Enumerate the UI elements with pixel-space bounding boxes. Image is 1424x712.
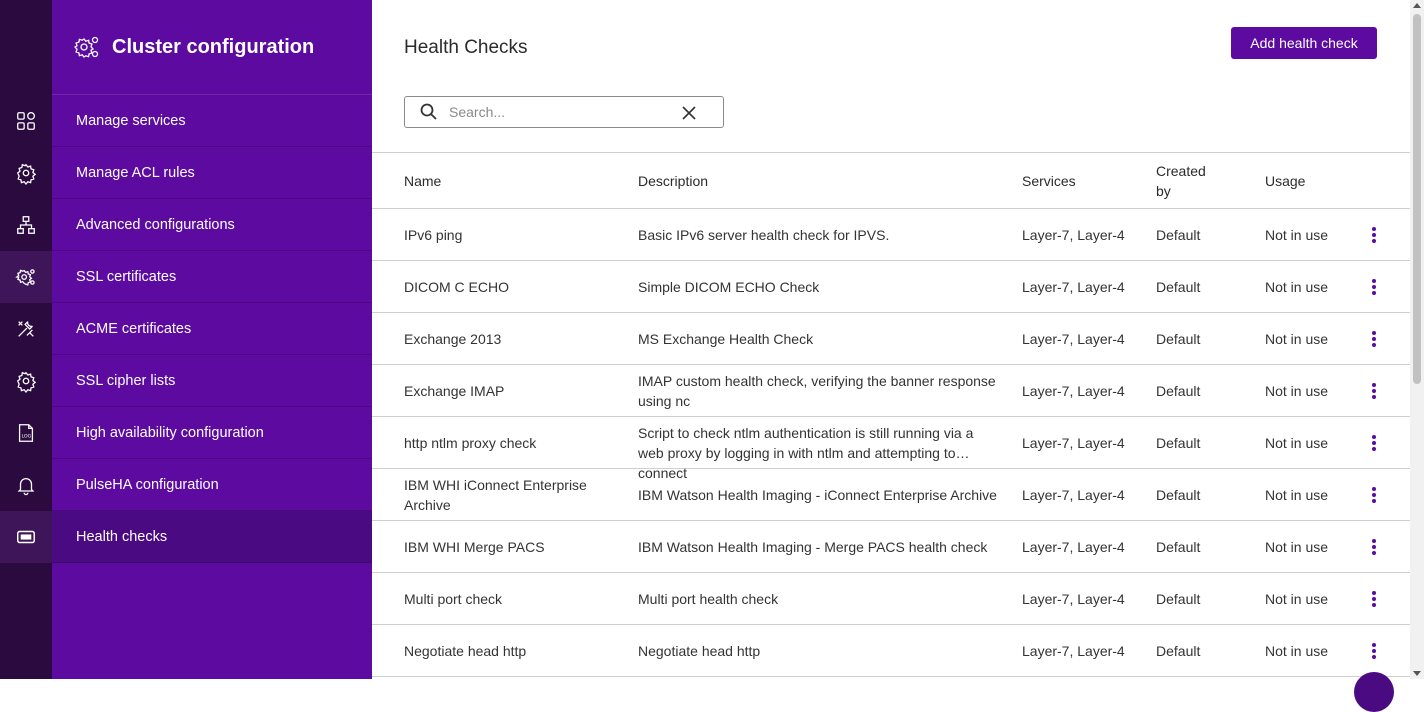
sidebar-header <box>52 0 372 95</box>
kebab-dot <box>1372 493 1376 497</box>
row-name <box>404 469 624 520</box>
row-created-by-text: Default <box>1156 226 1201 243</box>
row-description <box>638 313 1000 364</box>
add-health-check-button[interactable]: Add health check <box>1231 27 1377 59</box>
rail-ssl-certificates[interactable] <box>0 251 52 303</box>
kebab-dot <box>1372 655 1376 659</box>
health-checks-table <box>372 152 1410 677</box>
kebab-menu-icon <box>1372 331 1376 347</box>
row-menu-button[interactable] <box>1362 573 1386 624</box>
kebab-dot <box>1372 597 1376 601</box>
scroll-down-arrow[interactable] <box>1413 671 1421 676</box>
row-name-text: Exchange 2013 <box>404 330 502 347</box>
row-description <box>638 417 1000 481</box>
row-name-text: Exchange IMAP <box>404 382 505 399</box>
row-usage-text: Not in use <box>1265 538 1329 555</box>
row-created-by <box>1156 469 1246 520</box>
row-services-text: Layer-7, Layer-4 <box>1022 538 1125 555</box>
row-services-text: Layer-7, Layer-4 <box>1022 226 1125 243</box>
kebab-dot <box>1372 285 1376 289</box>
kebab-menu-icon <box>1372 227 1376 243</box>
sidebar <box>52 0 372 679</box>
row-menu-button[interactable] <box>1362 521 1386 572</box>
row-services-text: Layer-7, Layer-4 <box>1022 590 1125 607</box>
row-description-text: MS Exchange Health Check <box>638 330 814 347</box>
row-services <box>1022 469 1142 520</box>
table-row[interactable] <box>372 625 1410 677</box>
kebab-dot <box>1372 441 1376 445</box>
row-description-text: Simple DICOM ECHO Check <box>638 278 820 295</box>
sidebar-item-manage-acl-rules[interactable]: Manage ACL rules <box>52 147 372 199</box>
row-usage <box>1265 365 1355 416</box>
row-created-by <box>1156 313 1246 364</box>
row-description <box>638 521 1000 572</box>
row-services <box>1022 209 1142 260</box>
search-input[interactable] <box>449 104 669 120</box>
rail-advanced-configurations[interactable] <box>0 199 52 251</box>
row-name <box>404 521 624 572</box>
row-created-by-text: Default <box>1156 278 1201 295</box>
row-services <box>1022 625 1142 676</box>
row-created-by <box>1156 209 1246 260</box>
table-row[interactable] <box>372 469 1410 521</box>
row-description <box>638 261 1000 312</box>
row-name-text: IBM WHI Merge PACS <box>404 538 545 555</box>
row-description <box>638 469 1000 520</box>
row-name-text: http ntlm proxy check <box>404 434 537 451</box>
row-name-text: Negotiate head http <box>404 642 527 659</box>
header-usage[interactable]: Usage <box>1265 172 1306 189</box>
svg-text:LOG: LOG <box>21 434 32 440</box>
row-menu-button[interactable] <box>1362 365 1386 416</box>
scrollbar[interactable] <box>1410 0 1424 679</box>
row-menu-button[interactable] <box>1362 313 1386 364</box>
header-name[interactable]: Name <box>404 172 442 189</box>
row-name-text: IBM WHI iConnect Enterprise Archive <box>404 476 587 513</box>
sidebar-item-advanced-configurations[interactable]: Advanced configurations <box>52 199 372 251</box>
row-created-by-text: Default <box>1156 434 1201 451</box>
row-usage-text: Not in use <box>1265 642 1329 659</box>
sidebar-item-acme-certificates[interactable]: ACME certificates <box>52 303 372 355</box>
row-services-text: Layer-7, Layer-4 <box>1022 330 1125 347</box>
row-created-by-text: Default <box>1156 538 1201 555</box>
row-description-text: IMAP custom health check, verifying the banner response using nc <box>638 372 996 409</box>
kebab-dot <box>1372 395 1376 399</box>
row-menu-button[interactable] <box>1362 625 1386 676</box>
ssl-gear-icon <box>15 266 37 288</box>
row-name <box>404 625 624 676</box>
tools-icon <box>15 318 37 340</box>
table-row[interactable] <box>372 209 1410 261</box>
row-services-text: Layer-7, Layer-4 <box>1022 382 1125 399</box>
row-services <box>1022 573 1142 624</box>
kebab-dot <box>1372 227 1376 231</box>
row-created-by-text: Default <box>1156 382 1201 399</box>
kebab-dot <box>1372 239 1376 243</box>
row-name <box>404 573 624 624</box>
row-created-by <box>1156 573 1246 624</box>
kebab-menu-icon <box>1372 643 1376 659</box>
row-created-by <box>1156 261 1246 312</box>
row-description <box>638 209 1000 260</box>
search-icon <box>419 102 439 122</box>
row-usage <box>1265 313 1355 364</box>
row-name-text: DICOM C ECHO <box>404 278 509 295</box>
kebab-dot <box>1372 447 1376 451</box>
row-created-by <box>1156 365 1246 416</box>
table-row[interactable] <box>372 313 1410 365</box>
row-name-text: IPv6 ping <box>404 226 463 243</box>
rail-acl-rules[interactable] <box>0 147 52 199</box>
kebab-dot <box>1372 383 1376 387</box>
settings-icon <box>15 370 37 392</box>
row-menu-button[interactable] <box>1362 261 1386 312</box>
row-created-by <box>1156 521 1246 572</box>
rail-acme-certificates[interactable] <box>0 303 52 355</box>
row-usage <box>1265 625 1355 676</box>
row-name <box>404 417 624 468</box>
header-services[interactable]: Services <box>1022 172 1076 189</box>
kebab-dot <box>1372 291 1376 295</box>
row-services-text: Layer-7, Layer-4 <box>1022 642 1125 659</box>
sidebar-item-high-availability[interactable]: High availability configuration <box>52 407 372 459</box>
header-created-by[interactable]: Created by <box>1156 162 1206 199</box>
row-usage-text: Not in use <box>1265 486 1329 503</box>
table-row[interactable] <box>372 365 1410 417</box>
kebab-dot <box>1372 337 1376 341</box>
row-description-text: Negotiate head http <box>638 642 761 659</box>
row-description-text: Basic IPv6 server health check for IPVS. <box>638 226 890 243</box>
row-menu-button[interactable] <box>1362 469 1386 520</box>
row-usage <box>1265 521 1355 572</box>
kebab-menu-icon <box>1372 539 1376 555</box>
row-name <box>404 365 624 416</box>
row-description <box>638 365 1000 416</box>
row-menu-button[interactable] <box>1362 417 1386 468</box>
rail-health-checks[interactable] <box>0 511 52 563</box>
row-usage <box>1265 417 1355 468</box>
row-description-text: IBM Watson Health Imaging - iConnect Enterprise Archive <box>638 486 997 503</box>
acl-gear-icon <box>15 162 37 184</box>
rail-high-availability[interactable] <box>0 407 52 459</box>
kebab-dot <box>1372 649 1376 653</box>
row-usage-text: Not in use <box>1265 226 1329 243</box>
row-description <box>638 573 1000 624</box>
table-body <box>372 209 1410 677</box>
kebab-dot <box>1372 279 1376 283</box>
bell-icon <box>15 474 37 496</box>
row-services <box>1022 313 1142 364</box>
main-content <box>372 0 1410 679</box>
sidebar-item-health-checks[interactable]: Health checks <box>52 511 372 563</box>
table-header <box>372 153 1410 209</box>
row-usage-text: Not in use <box>1265 330 1329 347</box>
kebab-dot <box>1372 435 1376 439</box>
row-created-by <box>1156 417 1246 468</box>
search-box <box>404 96 724 128</box>
kebab-menu-icon <box>1372 487 1376 503</box>
row-usage-text: Not in use <box>1265 590 1329 607</box>
row-name-text: Multi port check <box>404 590 503 607</box>
kebab-dot <box>1372 545 1376 549</box>
table-row[interactable] <box>372 417 1410 481</box>
row-description <box>638 625 1000 676</box>
kebab-menu-icon <box>1372 591 1376 607</box>
kebab-dot <box>1372 499 1376 503</box>
header-description[interactable]: Description <box>638 172 709 189</box>
row-description-text: Script to check ntlm authentication is still running via a web proxy by logging in with ntlm and attempting to connect <box>638 424 974 481</box>
table-row[interactable] <box>372 261 1410 313</box>
kebab-dot <box>1372 551 1376 555</box>
sidebar-title: Cluster configuration <box>112 35 315 58</box>
row-created-by-text: Default <box>1156 330 1201 347</box>
row-created-by-text: Default <box>1156 590 1201 607</box>
row-created-by-text: Default <box>1156 642 1201 659</box>
row-usage-text: Not in use <box>1265 382 1329 399</box>
kebab-dot <box>1372 487 1376 491</box>
grid-icon <box>15 110 37 132</box>
kebab-menu-icon <box>1372 383 1376 399</box>
ticket-icon <box>15 526 37 548</box>
kebab-dot <box>1372 603 1376 607</box>
row-created-by-text: Default <box>1156 486 1201 503</box>
table-row[interactable] <box>372 521 1410 573</box>
network-icon <box>15 214 37 236</box>
row-name <box>404 313 624 364</box>
row-usage <box>1265 209 1355 260</box>
sidebar-item-manage-services[interactable]: Manage services <box>52 95 372 147</box>
row-services <box>1022 521 1142 572</box>
kebab-dot <box>1372 539 1376 543</box>
chat-fab[interactable] <box>1354 672 1394 712</box>
icon-rail <box>0 0 52 679</box>
sidebar-item-ssl-cipher-lists[interactable]: SSL cipher lists <box>52 355 372 407</box>
kebab-dot <box>1372 233 1376 237</box>
row-created-by <box>1156 625 1246 676</box>
row-usage <box>1265 261 1355 312</box>
sidebar-item-pulseha[interactable]: PulseHA configuration <box>52 459 372 511</box>
row-description-text: IBM Watson Health Imaging - Merge PACS health check <box>638 538 988 555</box>
cluster-gears-icon <box>74 34 100 60</box>
row-services <box>1022 365 1142 416</box>
row-usage-text: Not in use <box>1265 278 1329 295</box>
log-file-icon <box>15 422 37 444</box>
kebab-menu-icon <box>1372 435 1376 451</box>
rail-pulseha[interactable] <box>0 459 52 511</box>
kebab-dot <box>1372 331 1376 335</box>
row-usage <box>1265 573 1355 624</box>
rail-manage-services[interactable] <box>0 95 52 147</box>
row-name <box>404 261 624 312</box>
row-services-text: Layer-7, Layer-4 <box>1022 486 1125 503</box>
sidebar-item-ssl-certificates[interactable]: SSL certificates <box>52 251 372 303</box>
rail-ssl-cipher-lists[interactable] <box>0 355 52 407</box>
row-usage <box>1265 469 1355 520</box>
clear-search-icon[interactable] <box>681 105 697 121</box>
page-title: Health Checks <box>404 37 528 58</box>
row-name <box>404 209 624 260</box>
kebab-dot <box>1372 389 1376 393</box>
row-services-text: Layer-7, Layer-4 <box>1022 434 1125 451</box>
row-services <box>1022 417 1142 468</box>
kebab-dot <box>1372 591 1376 595</box>
scroll-up-arrow[interactable] <box>1413 3 1421 8</box>
row-services-text: Layer-7, Layer-4 <box>1022 278 1125 295</box>
row-menu-button[interactable] <box>1362 209 1386 260</box>
row-services <box>1022 261 1142 312</box>
kebab-dot <box>1372 643 1376 647</box>
table-row[interactable] <box>372 573 1410 625</box>
row-usage-text: Not in use <box>1265 434 1329 451</box>
scrollbar-thumb[interactable] <box>1413 14 1421 384</box>
row-description-text: Multi port health check <box>638 590 779 607</box>
kebab-dot <box>1372 343 1376 347</box>
kebab-menu-icon <box>1372 279 1376 295</box>
